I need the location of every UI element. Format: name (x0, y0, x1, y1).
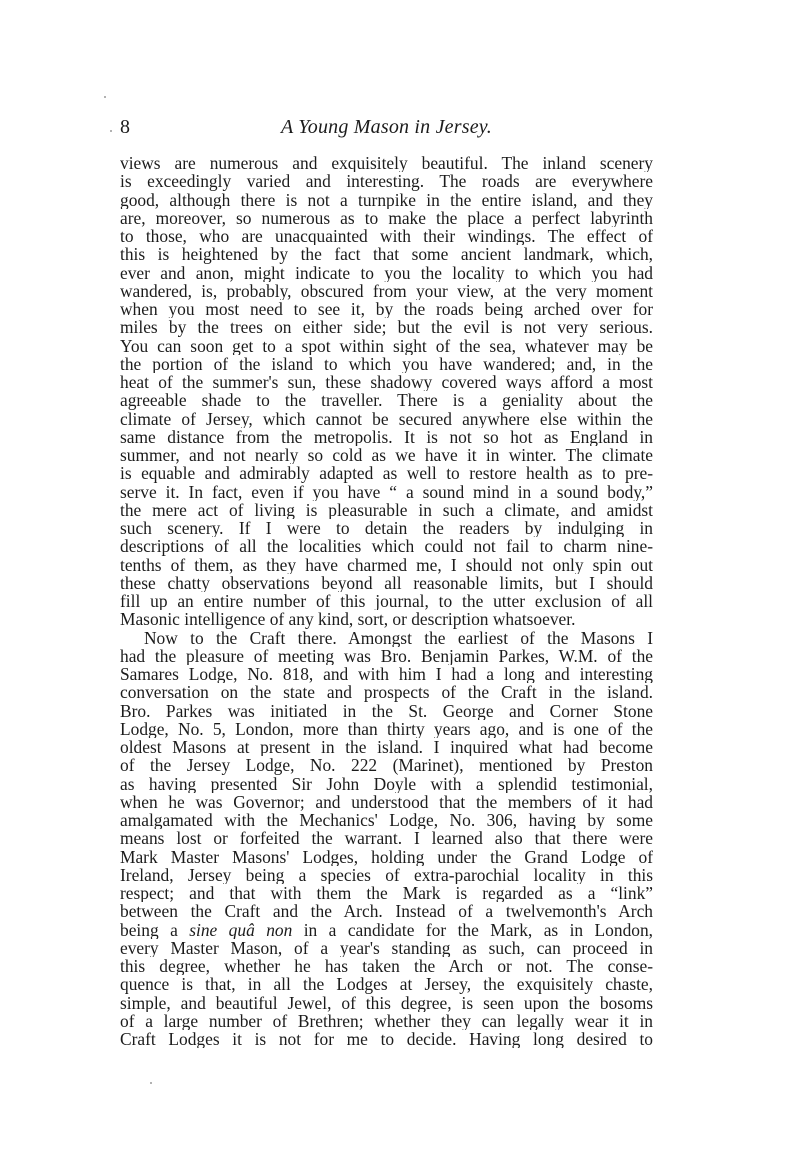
text-line: of a large number of Brethren; whether they can legally wear it in (120, 1011, 653, 1030)
text-line: are, moreover, so numerous as to make the place a perfect labyrinth (120, 208, 653, 227)
text-line: Mark Master Masons' Lodges, holding under the Grand Lodge of (120, 847, 653, 866)
text-line: is equable and admirably adapted as well to restore health as to pre- (120, 464, 653, 483)
text-fragment: in a candidate for the Mark, as in London, (303, 920, 653, 939)
text-line: fill up an entire number of this journal, to the utter exclusion of all (120, 592, 653, 611)
text-line: as having presented Sir John Doyle with a splendid testimonial, (120, 774, 653, 793)
page-number: 8 (120, 116, 130, 138)
running-title: A Young Mason in Jersey. (281, 116, 492, 138)
text-line: Lodge, No. 5, London, more than thirty years ago, and is one of the (120, 719, 653, 738)
text-line: Now to the Craft there. Amongst the earliest of the Masons I (144, 628, 653, 647)
text-line: when you most need to see it, by the roads being arched over for (120, 300, 653, 319)
text-line-with-italic (120, 921, 653, 939)
text-line: views are numerous and exquisitely beautiful. The inland scenery (120, 154, 653, 173)
text-line: Ireland, Jersey being a species of extra-parochial locality in this (120, 865, 653, 884)
text-line: the mere act of living is pleasurable in such a climate, and amidst (120, 500, 653, 519)
italic-phrase: sine quâ non (189, 920, 293, 939)
text-line: to those, who are unacquainted with their windings. The effect of (120, 227, 653, 246)
text-line: had the pleasure of meeting was Bro. Benjamin Parkes, W.M. of the (120, 646, 653, 665)
text-line: Samares Lodge, No. 818, and with him I had a long and interesting (120, 665, 653, 684)
text-line: these chatty observations beyond all reasonable limits, but I should (120, 573, 653, 592)
text-line: of the Jersey Lodge, No. 222 (Marinet), mentioned by Preston (120, 756, 653, 775)
text-line: agreeable shade to the traveller. There is a geniality about the (120, 391, 653, 410)
text-line: wandered, is, probably, obscured from your view, at the very moment (120, 281, 653, 300)
paper-speck (150, 1082, 152, 1084)
body-text (120, 154, 653, 1048)
text-line: means lost or forfeited the warrant. I learned also that there were (120, 829, 653, 848)
page-header (120, 116, 653, 146)
text-line: this is heightened by the fact that some ancient landmark, which, (120, 245, 653, 264)
text-line: oldest Masons at present in the island. I inquired what had become (120, 738, 653, 757)
text-line: good, although there is not a turnpike in the entire island, and they (120, 190, 653, 209)
text-line: Bro. Parkes was initiated in the St. George and Corner Stone (120, 701, 653, 720)
text-line: this degree, whether he has taken the Arch or not. The conse- (120, 957, 653, 976)
text-line: between the Craft and the Arch. Instead of a twelvemonth's Arch (120, 902, 653, 921)
text-line: when he was Governor; and understood that the members of it had (120, 792, 653, 811)
text-line: climate of Jersey, which cannot be secured anywhere else within the (120, 409, 653, 428)
text-line: such scenery. If I were to detain the readers by indulging in (120, 519, 653, 538)
paper-speck (110, 130, 112, 132)
paper-speck (104, 96, 106, 98)
text-line: descriptions of all the localities which could not fail to charm nine- (120, 537, 653, 556)
text-line: respect; and that with them the Mark is regarded as a “link” (120, 884, 653, 903)
text-line: serve it. In fact, even if you have “ a sound mind in a sound body,” (120, 482, 653, 501)
text-line: the portion of the island to which you have wandered; and, in the (120, 354, 653, 373)
text-line: tenths of them, as they have charmed me, I should not only spin out (120, 555, 653, 574)
text-line: simple, and beautiful Jewel, of this degree, is seen upon the bosoms (120, 993, 653, 1012)
text-line: Craft Lodges it is not for me to decide. Having long desired to (120, 1030, 653, 1049)
text-line: Masonic intelligence of any kind, sort, or description whatsoever. (120, 610, 576, 629)
text-line: quence is that, in all the Lodges at Jersey, the exquisitely chaste, (120, 975, 653, 994)
text-line: every Master Mason, of a year's standing as such, can proceed in (120, 938, 653, 957)
text-fragment: being a (120, 920, 178, 939)
text-line: conversation on the state and prospects of the Craft in the island. (120, 683, 653, 702)
text-line: amalgamated with the Mechanics' Lodge, No. 306, having by some (120, 811, 653, 830)
text-line: ever and anon, might indicate to you the locality to which you had (120, 263, 653, 282)
text-line: miles by the trees on either side; but the evil is not very serious. (120, 318, 653, 337)
text-line: You can soon get to a spot within sight of the sea, whatever may be (120, 336, 653, 355)
text-line: same distance from the metropolis. It is not so hot as England in (120, 427, 653, 446)
text-line: is exceedingly varied and interesting. The roads are everywhere (120, 172, 653, 191)
text-line: summer, and not nearly so cold as we have it in winter. The climate (120, 446, 653, 465)
text-line: heat of the summer's sun, these shadowy covered ways afford a most (120, 373, 653, 392)
